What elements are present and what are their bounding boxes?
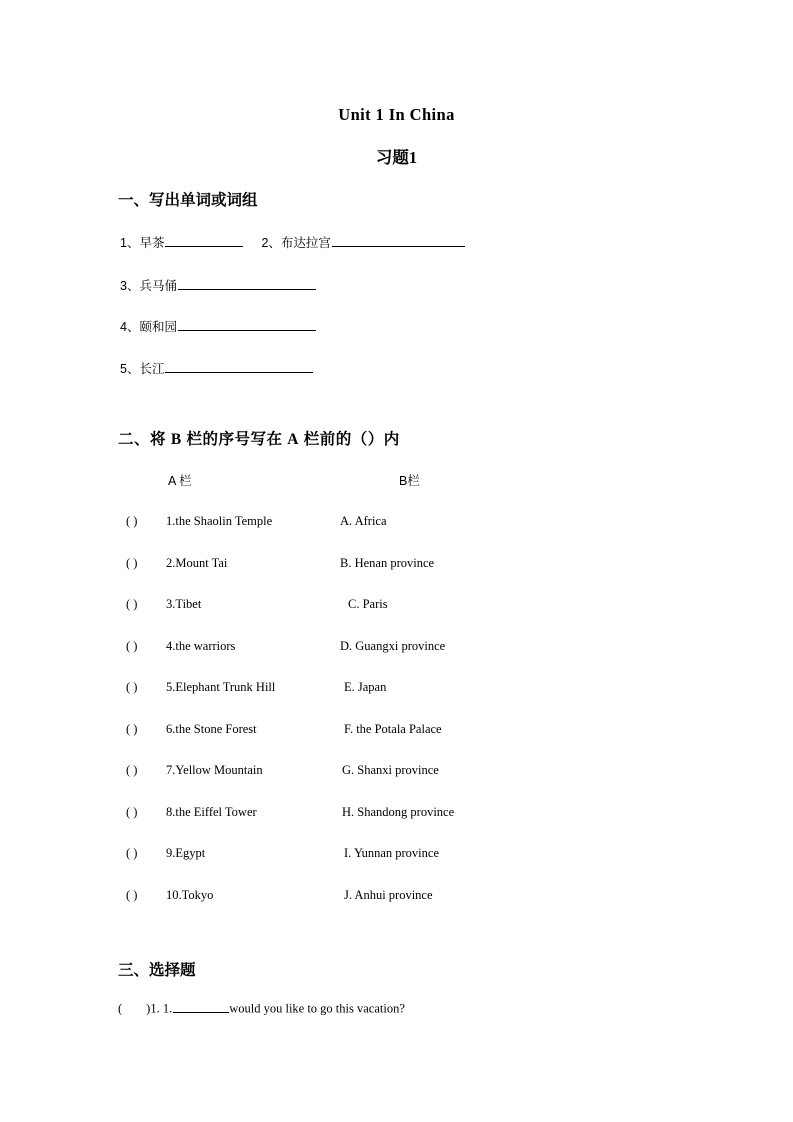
page-title: Unit 1 In China	[338, 105, 455, 124]
answer-parenthesis[interactable]: ( )	[126, 763, 138, 777]
vocab-number: 4、	[120, 320, 140, 334]
section-2-heading	[118, 427, 400, 449]
matching-row	[0, 888, 793, 908]
matching-item-b: J. Anhui province	[344, 887, 433, 902]
section-3-heading: 三、选择题	[118, 962, 196, 979]
vocab-number: 3、	[120, 279, 140, 293]
vocab-row	[120, 276, 316, 294]
matching-item-b: B. Henan province	[340, 555, 435, 570]
matching-item-b: A. Africa	[340, 514, 387, 528]
matching-item-a: 7.Yellow Mountain	[166, 763, 263, 777]
matching-row	[0, 763, 793, 783]
vocab-term: 兵马俑	[139, 279, 177, 293]
matching-item-b: D. Guangxi province	[340, 638, 446, 653]
vocab-row	[120, 317, 316, 335]
vocab-number: 5、	[120, 362, 140, 376]
answer-parenthesis[interactable]: ( )	[126, 887, 138, 902]
matching-row	[0, 556, 793, 576]
page-subtitle-cn: 习题	[375, 149, 409, 167]
choice-question-text: would you like to go this vacation?	[229, 1001, 405, 1016]
answer-blank[interactable]	[178, 278, 316, 291]
choice-question-number: )1. 1.	[146, 1001, 173, 1016]
matching-item-a: 2.Mount Tai	[166, 555, 228, 570]
section-2-heading-part: 栏的序号写在	[181, 431, 288, 448]
answer-parenthesis[interactable]: ( )	[126, 514, 138, 528]
page-subtitle	[0, 144, 793, 168]
column-b-header	[399, 471, 420, 489]
answer-parenthesis[interactable]: ( )	[126, 597, 138, 611]
matching-row	[0, 680, 793, 700]
matching-item-b: E. Japan	[344, 680, 387, 694]
vocab-term: 早茶	[139, 236, 165, 250]
matching-item-b: C. Paris	[348, 597, 388, 611]
answer-parenthesis[interactable]: ( )	[126, 638, 138, 653]
section-1-heading: 一、写出单词或词组	[118, 192, 258, 209]
matching-item-b: G. Shanxi province	[342, 763, 439, 777]
answer-blank[interactable]	[332, 235, 465, 248]
matching-item-a: 5.Elephant Trunk Hill	[166, 680, 276, 694]
section-2-heading-part: 二、将	[118, 431, 171, 448]
answer-parenthesis[interactable]: ( )	[126, 721, 138, 736]
answer-blank[interactable]	[173, 1000, 229, 1013]
matching-item-a: 9.Egypt	[166, 846, 206, 860]
column-a-header	[168, 471, 192, 489]
answer-blank[interactable]	[165, 235, 243, 248]
section-2-heading-part: 栏前的（）内	[298, 431, 400, 448]
matching-row	[0, 639, 793, 659]
matching-row	[0, 846, 793, 866]
column-a-label: A 栏	[168, 474, 192, 488]
matching-item-b: I. Yunnan province	[344, 846, 439, 860]
answer-parenthesis[interactable]: ( )	[126, 804, 138, 819]
column-b-label: B栏	[399, 474, 420, 488]
vocab-term: 长江	[139, 362, 165, 376]
matching-item-a: 3.Tibet	[166, 597, 202, 611]
answer-parenthesis[interactable]: ( )	[126, 846, 138, 860]
matching-item-a: 6.the Stone Forest	[166, 721, 257, 736]
vocab-row	[120, 233, 465, 251]
answer-blank[interactable]	[165, 361, 313, 374]
section-2-heading-a: A	[287, 431, 299, 448]
section-2-heading-b: B	[170, 431, 182, 448]
vocab-term: 布达拉宫	[280, 236, 331, 250]
vocab-row	[120, 359, 313, 377]
answer-parenthesis[interactable]: ( )	[126, 680, 138, 694]
choice-paren-open[interactable]: (	[118, 1001, 123, 1016]
matching-item-b: F. the Potala Palace	[344, 721, 442, 736]
matching-row	[0, 722, 793, 742]
vocab-term: 颐和园	[139, 320, 177, 334]
matching-item-a: 10.Tokyo	[166, 887, 214, 902]
matching-item-a: 1.the Shaolin Temple	[166, 514, 273, 528]
matching-item-a: 8.the Eiffel Tower	[166, 804, 257, 819]
matching-row	[0, 514, 793, 534]
matching-row	[0, 597, 793, 617]
answer-blank[interactable]	[178, 319, 316, 332]
matching-row	[0, 805, 793, 825]
choice-question-row	[118, 1000, 405, 1017]
page-subtitle-number: 1	[408, 148, 418, 167]
matching-item-b: H. Shandong province	[342, 804, 455, 819]
vocab-number: 1、	[120, 236, 140, 250]
matching-item-a: 4.the warriors	[166, 638, 236, 653]
answer-parenthesis[interactable]: ( )	[126, 555, 138, 570]
vocab-number: 2、	[261, 236, 281, 250]
